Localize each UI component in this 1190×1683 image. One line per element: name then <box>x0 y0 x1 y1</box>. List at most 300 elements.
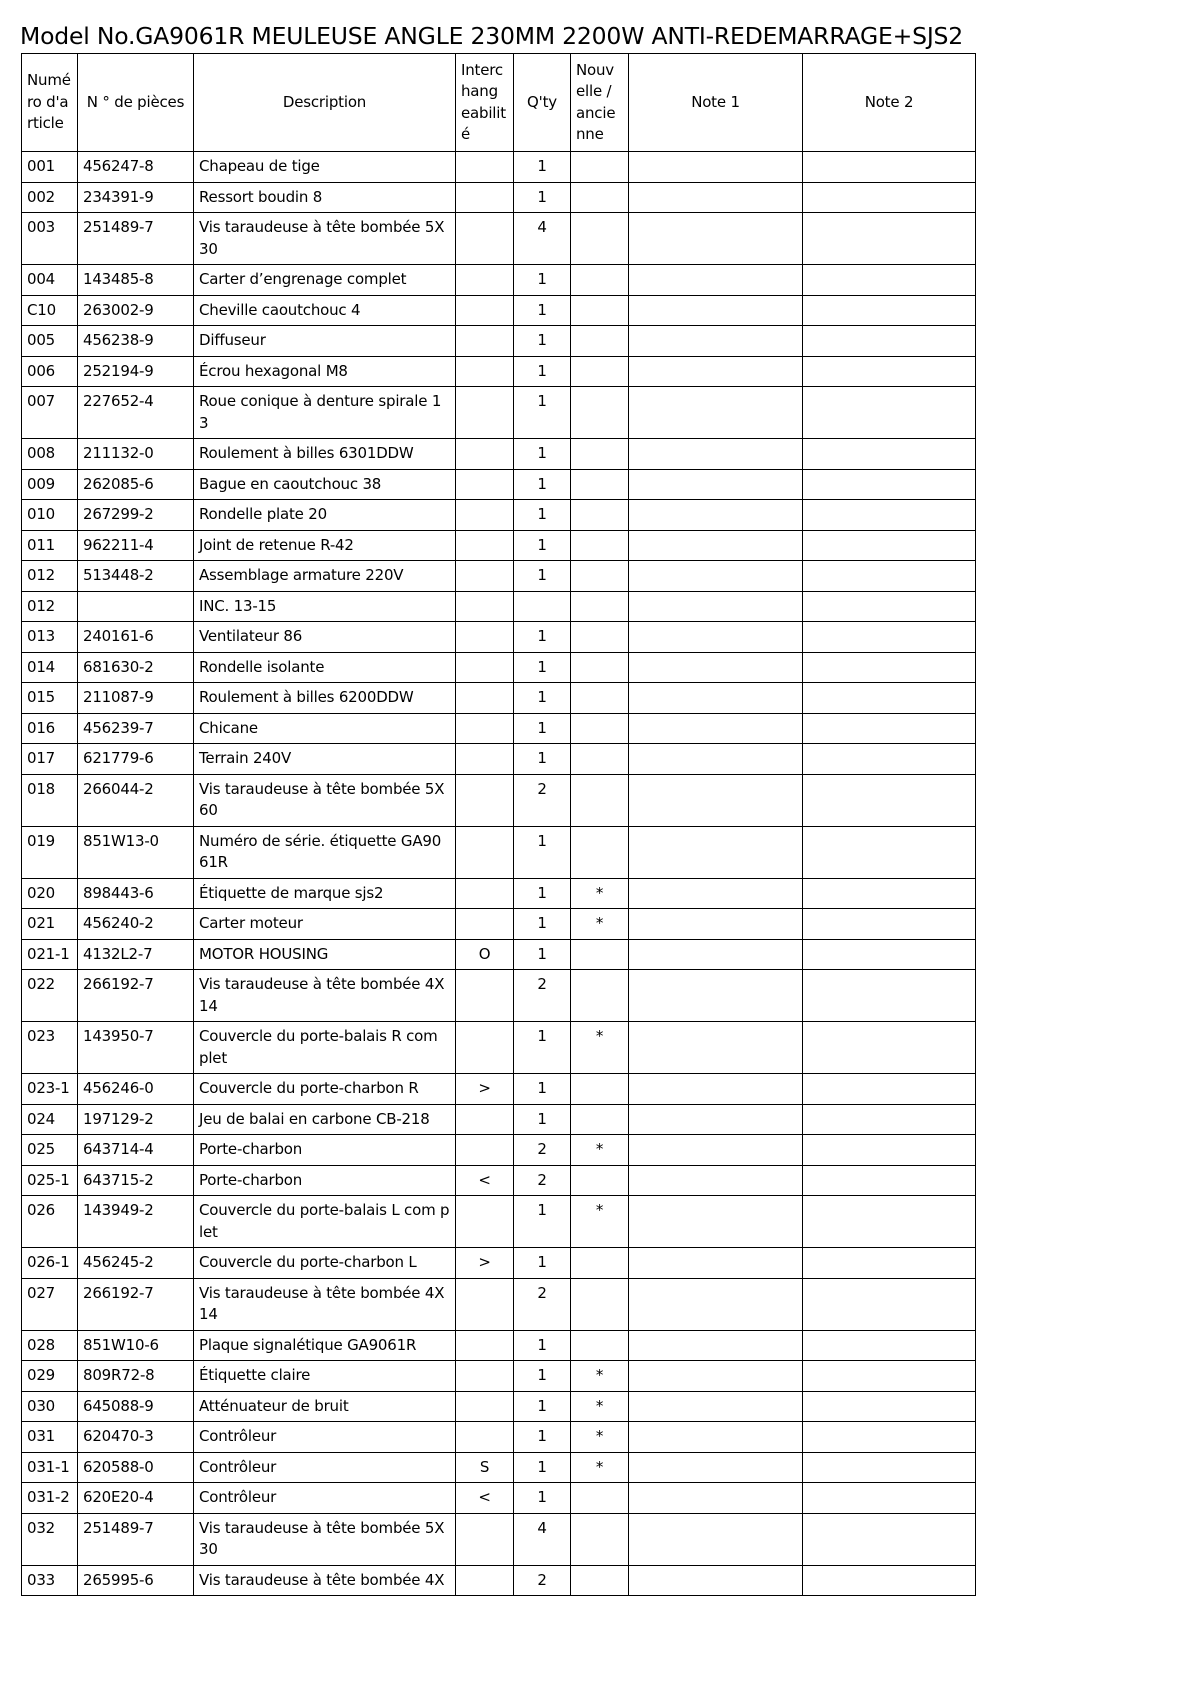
cell-note-1 <box>629 683 803 714</box>
cell-new-old <box>571 1074 629 1105</box>
cell-new-old <box>571 265 629 296</box>
cell-item-number: 012 <box>22 561 78 592</box>
cell-new-old <box>571 326 629 357</box>
cell-quantity: 2 <box>514 1565 571 1596</box>
cell-note-2 <box>803 1452 976 1483</box>
table-row <box>22 744 976 775</box>
cell-quantity: 4 <box>514 1513 571 1565</box>
cell-note-1 <box>629 1361 803 1392</box>
cell-interchangeability <box>456 326 514 357</box>
cell-quantity: 1 <box>514 878 571 909</box>
cell-new-old <box>571 1248 629 1279</box>
cell-interchangeability <box>456 561 514 592</box>
cell-quantity: 1 <box>514 1330 571 1361</box>
table-row <box>22 1248 976 1279</box>
cell-note-2 <box>803 439 976 470</box>
cell-quantity: 1 <box>514 826 571 878</box>
cell-note-2 <box>803 939 976 970</box>
cell-description: Chapeau de tige <box>194 152 456 183</box>
cell-new-old: * <box>571 909 629 940</box>
cell-description: Couvercle du porte-charbon L <box>194 1248 456 1279</box>
cell-new-old <box>571 970 629 1022</box>
cell-interchangeability <box>456 439 514 470</box>
page-title: Model No.GA9061R MEULEUSE ANGLE 230MM 2200W ANTI-REDEMARRAGE+SJS2 <box>20 22 964 50</box>
cell-part-number: 645088-9 <box>78 1391 194 1422</box>
cell-description: Porte-charbon <box>194 1165 456 1196</box>
cell-interchangeability: > <box>456 1074 514 1105</box>
cell-note-1 <box>629 1022 803 1074</box>
cell-item-number: 021 <box>22 909 78 940</box>
header-interchangeability: Interc hang eabilit é <box>456 54 514 152</box>
cell-description: Cheville caoutchouc 4 <box>194 295 456 326</box>
cell-item-number: 025-1 <box>22 1165 78 1196</box>
cell-note-1 <box>629 500 803 531</box>
cell-note-2 <box>803 1483 976 1514</box>
cell-item-number: 030 <box>22 1391 78 1422</box>
cell-quantity: 1 <box>514 295 571 326</box>
cell-new-old <box>571 939 629 970</box>
cell-note-2 <box>803 744 976 775</box>
cell-item-number: C10 <box>22 295 78 326</box>
cell-interchangeability <box>456 970 514 1022</box>
table-row <box>22 622 976 653</box>
cell-interchangeability: < <box>456 1483 514 1514</box>
cell-note-1 <box>629 356 803 387</box>
cell-new-old <box>571 152 629 183</box>
cell-note-1 <box>629 439 803 470</box>
cell-description: Joint de retenue R-42 <box>194 530 456 561</box>
table-row <box>22 1196 976 1248</box>
cell-item-number: 005 <box>22 326 78 357</box>
cell-note-2 <box>803 970 976 1022</box>
table-row <box>22 1361 976 1392</box>
cell-note-1 <box>629 1422 803 1453</box>
cell-interchangeability <box>456 713 514 744</box>
cell-part-number: 266192-7 <box>78 1278 194 1330</box>
cell-item-number: 025 <box>22 1135 78 1166</box>
cell-item-number: 022 <box>22 970 78 1022</box>
cell-new-old <box>571 683 629 714</box>
cell-part-number: 456239-7 <box>78 713 194 744</box>
cell-description: Jeu de balai en carbone CB-218 <box>194 1104 456 1135</box>
cell-part-number: 620588-0 <box>78 1452 194 1483</box>
cell-part-number: 252194-9 <box>78 356 194 387</box>
cell-note-2 <box>803 387 976 439</box>
table-row <box>22 1022 976 1074</box>
cell-description: Ventilateur 86 <box>194 622 456 653</box>
header-note-2: Note 2 <box>803 54 976 152</box>
cell-note-2 <box>803 683 976 714</box>
cell-quantity: 1 <box>514 1483 571 1514</box>
cell-item-number: 007 <box>22 387 78 439</box>
cell-note-2 <box>803 530 976 561</box>
cell-part-number: 211132-0 <box>78 439 194 470</box>
cell-description: Écrou hexagonal M8 <box>194 356 456 387</box>
cell-new-old: * <box>571 1022 629 1074</box>
cell-interchangeability: < <box>456 1165 514 1196</box>
cell-item-number: 015 <box>22 683 78 714</box>
cell-new-old <box>571 622 629 653</box>
cell-interchangeability <box>456 387 514 439</box>
cell-part-number: 240161-6 <box>78 622 194 653</box>
cell-note-2 <box>803 622 976 653</box>
parts-table <box>21 53 976 1596</box>
cell-quantity: 1 <box>514 530 571 561</box>
cell-note-1 <box>629 182 803 213</box>
cell-item-number: 032 <box>22 1513 78 1565</box>
cell-part-number: 143485-8 <box>78 265 194 296</box>
cell-note-2 <box>803 265 976 296</box>
cell-interchangeability <box>456 1278 514 1330</box>
cell-new-old <box>571 774 629 826</box>
header-quantity: Q'ty <box>514 54 571 152</box>
cell-interchangeability <box>456 1422 514 1453</box>
table-row <box>22 530 976 561</box>
cell-description: Vis taraudeuse à tête bombée 4X 14 <box>194 970 456 1022</box>
cell-item-number: 024 <box>22 1104 78 1135</box>
cell-item-number: 018 <box>22 774 78 826</box>
cell-item-number: 031-1 <box>22 1452 78 1483</box>
cell-note-1 <box>629 1391 803 1422</box>
cell-interchangeability <box>456 1391 514 1422</box>
cell-item-number: 029 <box>22 1361 78 1392</box>
cell-item-number: 021-1 <box>22 939 78 970</box>
cell-note-2 <box>803 1135 976 1166</box>
cell-new-old <box>571 1565 629 1596</box>
cell-description: Assemblage armature 220V <box>194 561 456 592</box>
cell-quantity: 1 <box>514 1074 571 1105</box>
cell-note-2 <box>803 1022 976 1074</box>
cell-note-1 <box>629 469 803 500</box>
table-row <box>22 213 976 265</box>
cell-item-number: 013 <box>22 622 78 653</box>
cell-note-2 <box>803 826 976 878</box>
table-row <box>22 939 976 970</box>
cell-quantity: 1 <box>514 1452 571 1483</box>
cell-quantity: 1 <box>514 387 571 439</box>
cell-new-old <box>571 387 629 439</box>
cell-new-old: * <box>571 1452 629 1483</box>
cell-interchangeability <box>456 265 514 296</box>
table-row <box>22 878 976 909</box>
cell-note-2 <box>803 878 976 909</box>
cell-quantity: 1 <box>514 561 571 592</box>
cell-item-number: 019 <box>22 826 78 878</box>
cell-note-2 <box>803 1196 976 1248</box>
cell-note-2 <box>803 1330 976 1361</box>
table-row <box>22 1391 976 1422</box>
cell-item-number: 023 <box>22 1022 78 1074</box>
cell-quantity: 1 <box>514 1361 571 1392</box>
cell-description: Vis taraudeuse à tête bombée 5X 30 <box>194 213 456 265</box>
cell-description: Contrôleur <box>194 1483 456 1514</box>
table-row <box>22 970 976 1022</box>
cell-quantity: 1 <box>514 265 571 296</box>
cell-note-1 <box>629 265 803 296</box>
cell-part-number: 227652-4 <box>78 387 194 439</box>
cell-quantity: 1 <box>514 326 571 357</box>
cell-item-number: 006 <box>22 356 78 387</box>
cell-part-number: 456245-2 <box>78 1248 194 1279</box>
cell-note-1 <box>629 1513 803 1565</box>
cell-description: Étiquette claire <box>194 1361 456 1392</box>
cell-description: Carter d’engrenage complet <box>194 265 456 296</box>
cell-part-number: 266192-7 <box>78 970 194 1022</box>
header-part-number: N ° de pièces <box>78 54 194 152</box>
cell-description: Vis taraudeuse à tête bombée 4X 14 <box>194 1278 456 1330</box>
cell-item-number: 003 <box>22 213 78 265</box>
cell-quantity: 1 <box>514 1422 571 1453</box>
cell-interchangeability <box>456 530 514 561</box>
cell-note-1 <box>629 939 803 970</box>
cell-quantity: 1 <box>514 622 571 653</box>
table-body <box>22 152 976 1596</box>
cell-description: Contrôleur <box>194 1422 456 1453</box>
cell-interchangeability <box>456 878 514 909</box>
cell-interchangeability <box>456 213 514 265</box>
table-row <box>22 652 976 683</box>
cell-quantity: 2 <box>514 1165 571 1196</box>
cell-new-old <box>571 356 629 387</box>
cell-part-number: 456247-8 <box>78 152 194 183</box>
cell-description: Roulement à billes 6200DDW <box>194 683 456 714</box>
cell-description: Rondelle plate 20 <box>194 500 456 531</box>
cell-interchangeability <box>456 1361 514 1392</box>
table-row <box>22 1104 976 1135</box>
cell-part-number: 513448-2 <box>78 561 194 592</box>
cell-new-old <box>571 295 629 326</box>
cell-note-2 <box>803 1513 976 1565</box>
cell-description: Porte-charbon <box>194 1135 456 1166</box>
cell-item-number: 016 <box>22 713 78 744</box>
cell-part-number: 851W13-0 <box>78 826 194 878</box>
cell-note-2 <box>803 713 976 744</box>
cell-interchangeability <box>456 1513 514 1565</box>
cell-new-old: * <box>571 1196 629 1248</box>
header-note-1: Note 1 <box>629 54 803 152</box>
cell-interchangeability: O <box>456 939 514 970</box>
cell-description: Vis taraudeuse à tête bombée 5X 60 <box>194 774 456 826</box>
cell-part-number: 898443-6 <box>78 878 194 909</box>
cell-part-number: 851W10-6 <box>78 1330 194 1361</box>
cell-interchangeability <box>456 683 514 714</box>
table-row <box>22 439 976 470</box>
cell-new-old: * <box>571 1361 629 1392</box>
cell-part-number: 809R72-8 <box>78 1361 194 1392</box>
cell-part-number: 262085-6 <box>78 469 194 500</box>
cell-item-number: 027 <box>22 1278 78 1330</box>
cell-new-old <box>571 213 629 265</box>
cell-note-2 <box>803 152 976 183</box>
table-row <box>22 500 976 531</box>
table-row <box>22 1074 976 1105</box>
cell-quantity: 2 <box>514 774 571 826</box>
cell-note-2 <box>803 1104 976 1135</box>
cell-note-1 <box>629 1104 803 1135</box>
cell-part-number: 251489-7 <box>78 1513 194 1565</box>
table-row <box>22 1135 976 1166</box>
cell-quantity: 1 <box>514 683 571 714</box>
cell-item-number: 011 <box>22 530 78 561</box>
table-row <box>22 826 976 878</box>
cell-note-1 <box>629 326 803 357</box>
cell-part-number: 197129-2 <box>78 1104 194 1135</box>
cell-description: Couvercle du porte-charbon R <box>194 1074 456 1105</box>
cell-description: Ressort boudin 8 <box>194 182 456 213</box>
cell-part-number: 4132L2-7 <box>78 939 194 970</box>
table-row <box>22 713 976 744</box>
cell-description: Numéro de série. étiquette GA90 61R <box>194 826 456 878</box>
cell-new-old <box>571 182 629 213</box>
cell-note-1 <box>629 387 803 439</box>
cell-note-1 <box>629 878 803 909</box>
cell-note-1 <box>629 1278 803 1330</box>
cell-item-number: 026 <box>22 1196 78 1248</box>
cell-item-number: 008 <box>22 439 78 470</box>
cell-note-1 <box>629 1248 803 1279</box>
cell-part-number <box>78 591 194 622</box>
cell-item-number: 020 <box>22 878 78 909</box>
cell-item-number: 026-1 <box>22 1248 78 1279</box>
cell-description: Roue conique à denture spirale 1 3 <box>194 387 456 439</box>
cell-note-2 <box>803 774 976 826</box>
cell-quantity: 1 <box>514 1022 571 1074</box>
cell-interchangeability <box>456 1022 514 1074</box>
cell-description: Couvercle du porte-balais L com plet <box>194 1196 456 1248</box>
cell-note-2 <box>803 326 976 357</box>
cell-part-number: 265995-6 <box>78 1565 194 1596</box>
cell-new-old <box>571 439 629 470</box>
cell-note-1 <box>629 530 803 561</box>
table-row <box>22 774 976 826</box>
cell-note-2 <box>803 1422 976 1453</box>
cell-part-number: 234391-9 <box>78 182 194 213</box>
cell-interchangeability <box>456 1330 514 1361</box>
cell-quantity: 4 <box>514 213 571 265</box>
cell-new-old <box>571 1104 629 1135</box>
cell-quantity: 1 <box>514 500 571 531</box>
cell-note-1 <box>629 744 803 775</box>
cell-interchangeability <box>456 152 514 183</box>
cell-interchangeability <box>456 1565 514 1596</box>
cell-quantity: 1 <box>514 713 571 744</box>
cell-new-old <box>571 744 629 775</box>
cell-note-1 <box>629 591 803 622</box>
cell-description: Roulement à billes 6301DDW <box>194 439 456 470</box>
cell-item-number: 012 <box>22 591 78 622</box>
cell-item-number: 009 <box>22 469 78 500</box>
cell-part-number: 643714-4 <box>78 1135 194 1166</box>
cell-quantity: 1 <box>514 744 571 775</box>
cell-quantity: 1 <box>514 939 571 970</box>
cell-item-number: 017 <box>22 744 78 775</box>
cell-note-2 <box>803 182 976 213</box>
cell-interchangeability <box>456 1196 514 1248</box>
cell-part-number: 620E20-4 <box>78 1483 194 1514</box>
cell-note-2 <box>803 1248 976 1279</box>
cell-note-2 <box>803 1074 976 1105</box>
cell-note-2 <box>803 1165 976 1196</box>
cell-interchangeability <box>456 469 514 500</box>
cell-description: MOTOR HOUSING <box>194 939 456 970</box>
cell-new-old <box>571 530 629 561</box>
cell-quantity: 1 <box>514 1391 571 1422</box>
cell-interchangeability <box>456 826 514 878</box>
cell-new-old: * <box>571 1422 629 1453</box>
cell-description: Couvercle du porte-balais R com plet <box>194 1022 456 1074</box>
cell-note-1 <box>629 1330 803 1361</box>
cell-interchangeability <box>456 500 514 531</box>
header-new-old: Nouv elle / ancie nne <box>571 54 629 152</box>
cell-note-2 <box>803 1565 976 1596</box>
cell-note-1 <box>629 1074 803 1105</box>
table-row <box>22 683 976 714</box>
cell-item-number: 031 <box>22 1422 78 1453</box>
cell-interchangeability <box>456 652 514 683</box>
cell-item-number: 023-1 <box>22 1074 78 1105</box>
cell-quantity: 1 <box>514 182 571 213</box>
cell-note-1 <box>629 826 803 878</box>
cell-part-number: 456238-9 <box>78 326 194 357</box>
table-row <box>22 387 976 439</box>
cell-quantity: 2 <box>514 970 571 1022</box>
header-description: Description <box>194 54 456 152</box>
cell-description: Chicane <box>194 713 456 744</box>
cell-interchangeability <box>456 1135 514 1166</box>
cell-quantity: 1 <box>514 1104 571 1135</box>
cell-note-2 <box>803 652 976 683</box>
table-row <box>22 591 976 622</box>
cell-new-old <box>571 1165 629 1196</box>
cell-part-number: 962211-4 <box>78 530 194 561</box>
cell-note-2 <box>803 213 976 265</box>
cell-note-1 <box>629 970 803 1022</box>
cell-new-old <box>571 1278 629 1330</box>
cell-note-2 <box>803 1278 976 1330</box>
cell-note-2 <box>803 469 976 500</box>
cell-quantity <box>514 591 571 622</box>
cell-note-1 <box>629 213 803 265</box>
cell-note-1 <box>629 1483 803 1514</box>
cell-item-number: 031-2 <box>22 1483 78 1514</box>
table-row <box>22 295 976 326</box>
cell-part-number: 143950-7 <box>78 1022 194 1074</box>
table-row <box>22 909 976 940</box>
cell-new-old <box>571 1513 629 1565</box>
cell-description: Plaque signalétique GA9061R <box>194 1330 456 1361</box>
table-row <box>22 152 976 183</box>
cell-note-2 <box>803 295 976 326</box>
cell-note-1 <box>629 909 803 940</box>
cell-part-number: 681630-2 <box>78 652 194 683</box>
cell-interchangeability <box>456 909 514 940</box>
cell-part-number: 251489-7 <box>78 213 194 265</box>
cell-note-2 <box>803 591 976 622</box>
cell-description: Diffuseur <box>194 326 456 357</box>
cell-new-old <box>571 561 629 592</box>
cell-note-2 <box>803 561 976 592</box>
cell-note-2 <box>803 909 976 940</box>
table-row <box>22 265 976 296</box>
cell-quantity: 1 <box>514 1196 571 1248</box>
table-header-row <box>22 54 976 152</box>
cell-quantity: 1 <box>514 1248 571 1279</box>
cell-part-number: 267299-2 <box>78 500 194 531</box>
cell-new-old <box>571 1330 629 1361</box>
cell-quantity: 2 <box>514 1278 571 1330</box>
table-row <box>22 356 976 387</box>
cell-description: Vis taraudeuse à tête bombée 4X <box>194 1565 456 1596</box>
